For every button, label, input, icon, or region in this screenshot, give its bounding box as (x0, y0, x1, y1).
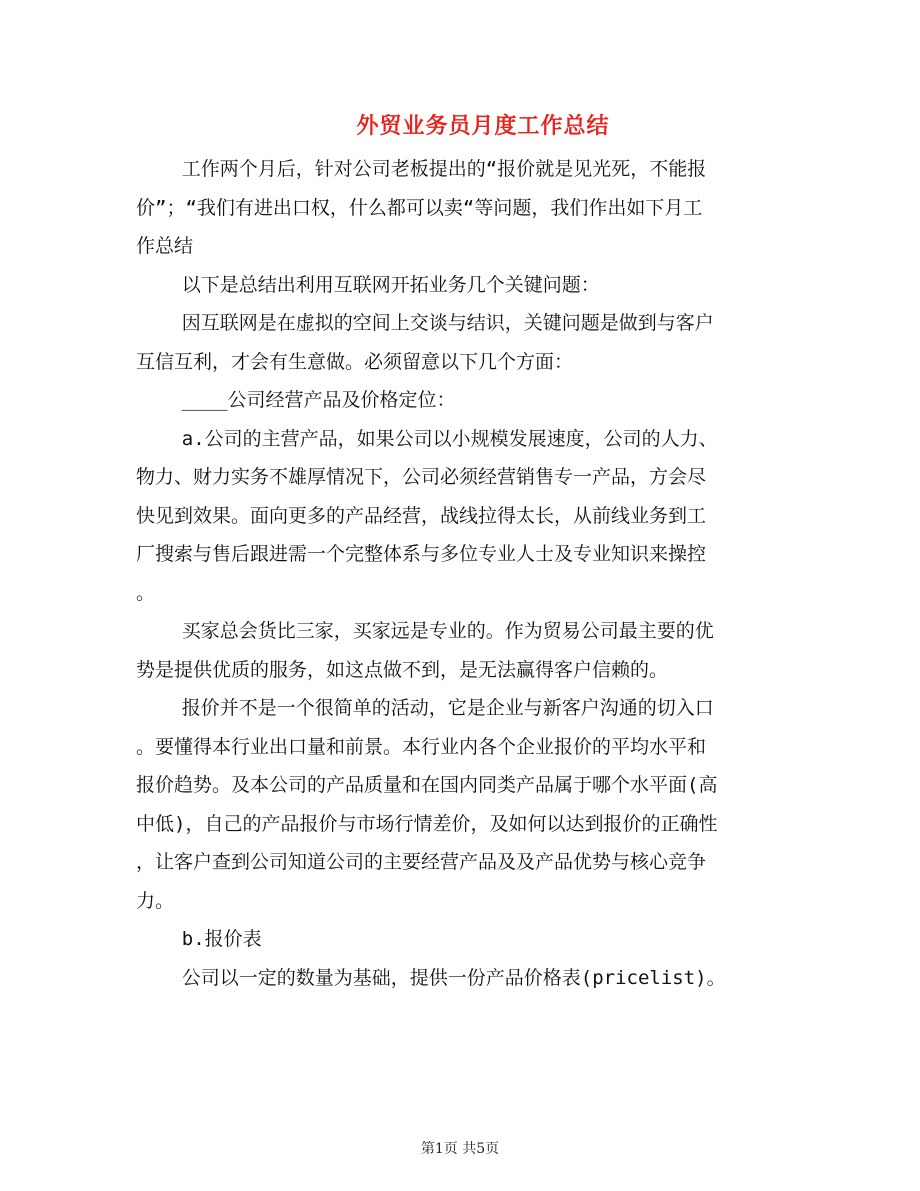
body-line: 势是提供优质的服务，如这点做不到，是无法赢得客户信赖的。 (136, 658, 669, 681)
body-line: 因互联网是在虚拟的空间上交谈与结识，关键问题是做到与客户 (136, 312, 714, 334)
body-line: 快见到效果。面向更多的产品经营，战线拉得太长，从前线业务到工 (136, 504, 707, 527)
body-line: 报价趋势。及本公司的产品质量和在国内同类产品属于哪个水平面(高 (136, 774, 718, 796)
body-line: 报价并不是一个很简单的活动，它是企业与新客户沟通的切入口 (136, 697, 714, 719)
body-line: 以下是总结出利用互联网开拓业务几个关键问题： (136, 273, 600, 296)
body-line: 互信互利，才会有生意做。必须留意以下几个方面： (136, 350, 574, 373)
document-title: 外贸业务员月度工作总结 (356, 113, 610, 139)
body-line: 。 (136, 581, 156, 604)
body-line: 。要懂得本行业出口量和前景。本行业内各个企业报价的平均水平和 (136, 735, 707, 758)
body-line: 力。 (136, 889, 175, 912)
body-line: a.公司的主营产品，如果公司以小规模发展速度，公司的人力、 (136, 427, 718, 450)
body-line: ____公司经营产品及价格定位： (136, 389, 456, 411)
body-line: 作总结 (136, 235, 194, 257)
body-line: 公司以一定的数量为基础，提供一份产品价格表(pricelist)。 (136, 966, 726, 989)
page-number-footer: 第1页 共5页 (420, 1141, 500, 1157)
body-line: 厂搜索与售后跟进需一个完整体系与多位专业人士及专业知识来操控 (136, 543, 707, 565)
body-line: 工作两个月后，针对公司老板提出的“报价就是见光死，不能报 (136, 158, 707, 180)
body-line: 买家总会货比三家，买家远是专业的。作为贸易公司最主要的优 (136, 620, 714, 642)
body-line: b.报价表 (136, 928, 262, 950)
body-line: 中低)，自己的产品报价与市场行情差价，及如何以达到报价的正确性 (136, 812, 718, 835)
body-line: ，让客户查到公司知道公司的主要经营产品及及产品优势与核心竞争 (136, 851, 707, 873)
document-body (136, 150, 786, 997)
body-line: 物力、财力实务不雄厚情况下，公司必须经营销售专一产品，方会尽 (136, 466, 707, 488)
body-line: 价”；“我们有进出口权，什么都可以卖“等问题，我们作出如下月工 (136, 196, 703, 219)
